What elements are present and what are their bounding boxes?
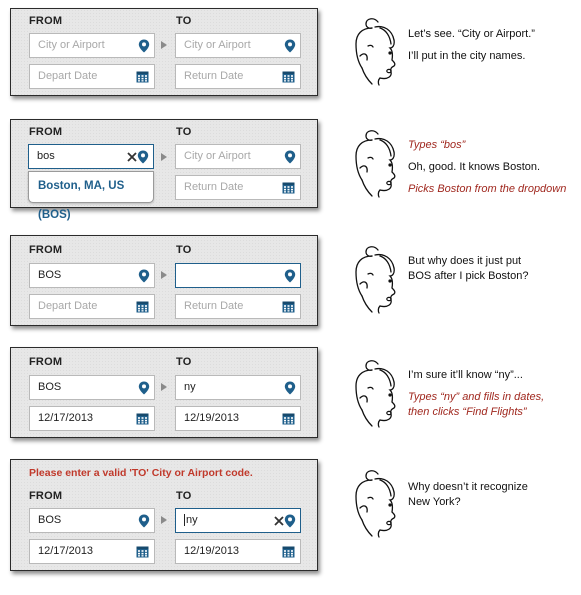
note-line: Oh, good. It knows Boston.	[408, 161, 541, 173]
location-pin-icon[interactable]	[284, 381, 296, 395]
note-step-2	[408, 138, 578, 204]
return-date-placeholder: Return Date	[184, 70, 244, 82]
depart-date-value: 12/17/2013	[38, 412, 94, 424]
calendar-icon[interactable]	[282, 301, 295, 313]
form-panel-5	[10, 459, 318, 571]
note-action: Types “ny” and fills in dates, then clicks “Find Flights”	[408, 391, 545, 418]
from-city-input[interactable]	[29, 375, 155, 400]
arrow-right-icon	[161, 41, 167, 49]
to-city-value: ny	[184, 381, 196, 393]
note-step-5	[408, 480, 548, 517]
to-city-input[interactable]	[175, 263, 301, 288]
face-sketch-icon	[350, 358, 402, 428]
from-city-value: BOS	[38, 514, 62, 526]
note-line: Why doesn’t it recognize New York?	[408, 481, 528, 508]
calendar-icon[interactable]	[282, 413, 295, 425]
return-date-input[interactable]	[175, 294, 301, 319]
depart-date-value: 12/17/2013	[38, 545, 94, 557]
face-sketch-icon	[350, 468, 402, 538]
depart-date-input[interactable]	[29, 406, 155, 431]
depart-date-input[interactable]	[29, 294, 155, 319]
from-city-input[interactable]	[29, 33, 155, 58]
clear-x-icon[interactable]	[274, 516, 284, 526]
note-action: Types “bos”	[408, 139, 466, 151]
form-panel-3	[10, 235, 318, 326]
to-city-input[interactable]	[175, 508, 301, 533]
return-date-input[interactable]	[175, 406, 301, 431]
to-city-input[interactable]	[175, 33, 301, 58]
arrow-right-icon	[161, 153, 167, 161]
arrow-right-icon	[161, 383, 167, 391]
calendar-icon[interactable]	[136, 413, 149, 425]
note-action: Picks Boston from the dropdown	[408, 183, 567, 195]
calendar-icon[interactable]	[136, 71, 149, 83]
return-date-placeholder: Return Date	[184, 300, 244, 312]
note-step-4	[408, 368, 568, 427]
note-line: But why does it just put BOS after I pick Boston?	[408, 255, 529, 282]
location-pin-icon[interactable]	[138, 39, 150, 53]
return-date-input[interactable]	[175, 175, 301, 200]
to-city-input[interactable]	[175, 144, 301, 169]
note-step-1	[408, 27, 578, 71]
depart-date-input[interactable]	[29, 64, 155, 89]
from-city-value: BOS	[38, 381, 62, 393]
from-label: FROM	[29, 126, 63, 138]
location-pin-icon[interactable]	[138, 381, 150, 395]
to-label: TO	[176, 15, 192, 27]
return-date-value: 12/19/2013	[184, 545, 240, 557]
calendar-icon[interactable]	[282, 182, 295, 194]
from-label: FROM	[29, 15, 63, 27]
calendar-icon[interactable]	[282, 546, 295, 558]
face-sketch-icon	[350, 16, 402, 86]
calendar-icon[interactable]	[136, 546, 149, 558]
from-city-value: bos	[37, 150, 55, 162]
calendar-icon[interactable]	[282, 71, 295, 83]
arrow-right-icon	[161, 516, 167, 524]
from-label: FROM	[29, 490, 63, 502]
to-city-placeholder: City or Airport	[184, 150, 251, 162]
from-city-value: BOS	[38, 269, 62, 281]
return-date-input[interactable]	[175, 64, 301, 89]
form-panel-2	[10, 119, 318, 221]
return-date-input[interactable]	[175, 539, 301, 564]
text-cursor	[184, 514, 185, 526]
from-city-input[interactable]	[29, 263, 155, 288]
to-city-value: ny	[186, 514, 198, 526]
suggestion-boston[interactable]: Boston, MA, US (BOS)	[38, 180, 125, 221]
from-city-placeholder: City or Airport	[38, 39, 105, 51]
location-pin-icon[interactable]	[137, 150, 149, 164]
from-city-input[interactable]	[29, 508, 155, 533]
depart-date-placeholder: Depart Date	[38, 300, 98, 312]
note-line: I’ll put in the city names.	[408, 50, 526, 62]
face-sketch-icon	[350, 244, 402, 314]
note-line: Let’s see. “City or Airport.”	[408, 28, 535, 40]
to-label: TO	[176, 490, 192, 502]
to-label: TO	[176, 126, 192, 138]
return-date-value: 12/19/2013	[184, 412, 240, 424]
to-city-input[interactable]	[175, 375, 301, 400]
from-label: FROM	[29, 356, 63, 368]
location-pin-icon[interactable]	[284, 150, 296, 164]
error-message: Please enter a valid 'TO' City or Airport code.	[29, 467, 253, 479]
to-city-placeholder: City or Airport	[184, 39, 251, 51]
note-step-3	[408, 254, 538, 291]
arrow-right-icon	[161, 271, 167, 279]
from-city-input[interactable]	[28, 144, 154, 169]
location-pin-icon[interactable]	[138, 514, 150, 528]
form-panel-1	[10, 8, 318, 96]
clear-x-icon[interactable]	[127, 152, 137, 162]
calendar-icon[interactable]	[136, 301, 149, 313]
location-pin-icon[interactable]	[138, 269, 150, 283]
location-pin-icon[interactable]	[284, 39, 296, 53]
from-label: FROM	[29, 244, 63, 256]
note-line: I’m sure it’ll know “ny”...	[408, 369, 523, 381]
face-sketch-icon	[350, 128, 402, 198]
location-pin-icon[interactable]	[284, 269, 296, 283]
city-suggestion-dropdown[interactable]	[28, 171, 154, 221]
return-date-placeholder: Return Date	[184, 181, 244, 193]
form-panel-4	[10, 347, 318, 438]
to-label: TO	[176, 244, 192, 256]
to-label: TO	[176, 356, 192, 368]
location-pin-icon[interactable]	[284, 514, 296, 528]
depart-date-placeholder: Depart Date	[38, 70, 98, 82]
depart-date-input[interactable]	[29, 539, 155, 564]
